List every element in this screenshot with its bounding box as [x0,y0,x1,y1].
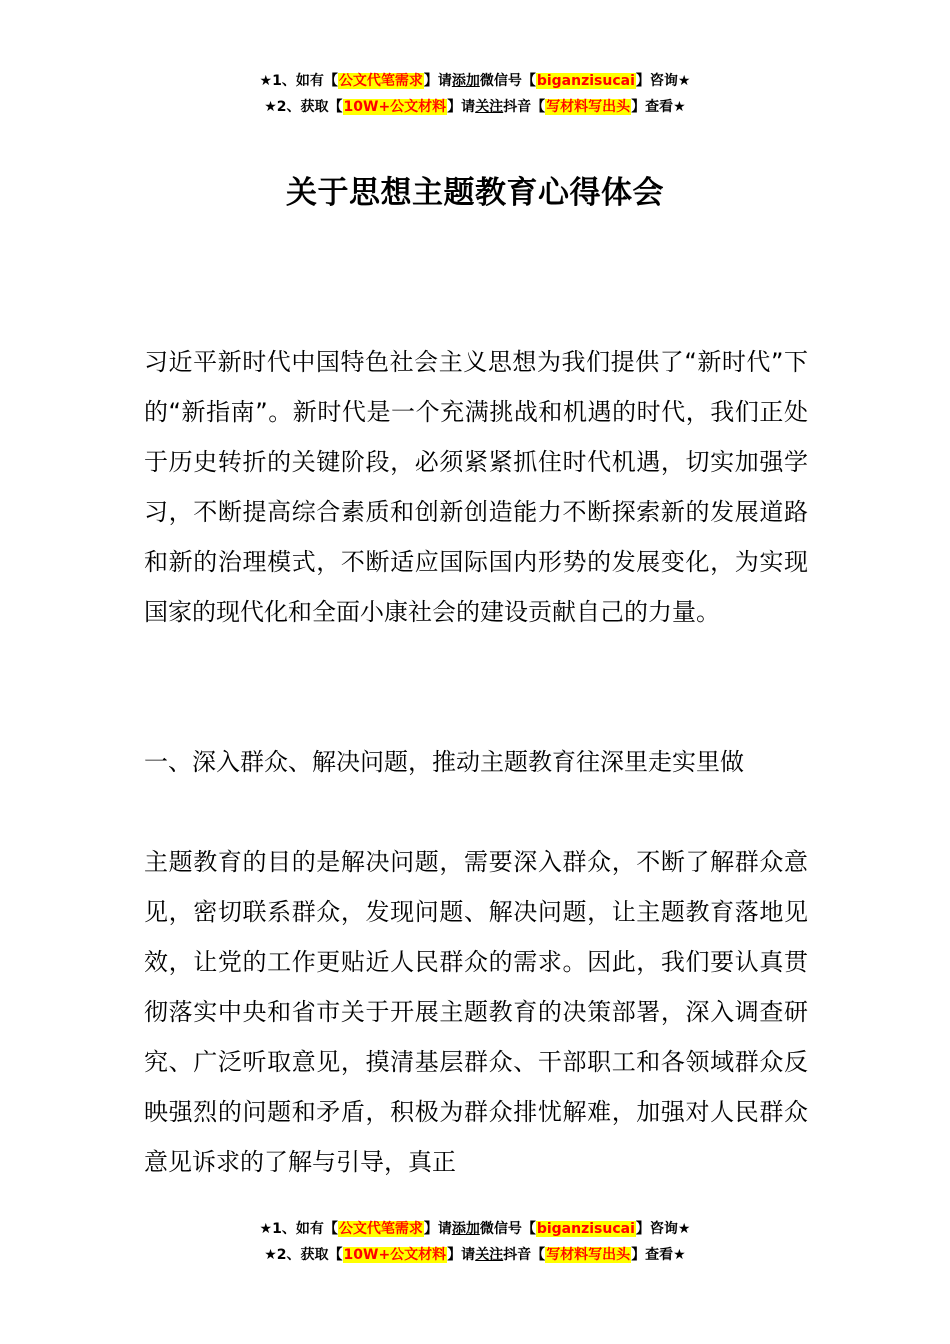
banner-text: 微信号【 [479,73,536,89]
banner-highlight-service: 公文代笔需求 [338,1221,423,1237]
banner-highlight-wechat: biganzisucai [536,73,635,89]
banner-emphasis: 添加 [451,1221,480,1237]
banner-text: 】咨询★ [635,73,691,89]
banner-line-2 [0,94,950,120]
banner-highlight-service: 公文代笔需求 [338,73,423,89]
banner-text: 抖音【 [503,1247,546,1263]
banner-text: ★1、如有【 [259,1221,338,1237]
body-paragraph-2: 主题教育的目的是解决问题，需要深入群众，不断了解群众意见，密切联系群众，发现问题、解决问题，让主题教育落地见效，让党的工作更贴近人民群众的需求。因此，我们要认真贯彻落实中央和省市关于开展主题教育的决策部署，深入调查研究、广泛听取意见，摸清基层群众、干部职工和各领域群众反映强烈的问题和矛盾，积极为群众排忧解难，加强对人民群众意见诉求的了解与引导，真正 [144,848,808,1176]
banner-text: ★2、获取【 [264,1247,343,1263]
banner-highlight-materials: 10W+公文材料 [343,1247,447,1263]
banner-text: 抖音【 [503,99,546,115]
banner-text: ★1、如有【 [259,73,338,89]
banner-emphasis: 添加 [451,73,480,89]
banner-text: 】查看★ [631,99,686,115]
banner-text: 】咨询★ [635,1221,691,1237]
section-heading-1: 一、深入群众、解决问题，推动主题教育往深里走实里做 [144,748,744,776]
banner-text: 】请 [423,73,452,89]
banner-emphasis: 关注 [475,99,504,115]
banner-text: 】请 [447,99,476,115]
banner-text: 微信号【 [479,1221,536,1237]
banner-text: 】请 [447,1247,476,1263]
banner-text: ★2、获取【 [264,99,343,115]
banner-highlight-materials: 10W+公文材料 [343,99,447,115]
banner-text: 】请 [423,1221,452,1237]
banner-line-2 [0,1242,950,1268]
banner-highlight-wechat: biganzisucai [536,1221,635,1237]
banner-line-1 [0,68,950,94]
banner-highlight-douyin: 写材料写出头 [546,1247,631,1263]
banner-line-1 [0,1216,950,1242]
banner-text: 】查看★ [631,1247,686,1263]
document-title: 关于思想主题教育心得体会 [286,174,664,211]
footer-banner [0,1216,950,1268]
banner-highlight-douyin: 写材料写出头 [546,99,631,115]
banner-emphasis: 关注 [475,1247,504,1263]
body-paragraph-1: 习近平新时代中国特色社会主义思想为我们提供了“新时代”下的“新指南”。新时代是一个充满挑战和机遇的时代，我们正处于历史转折的关键阶段，必须紧紧抓住时代机遇，切实加强学习，不断提高综合素质和创新创造能力不断探索新的发展道路和新的治理模式，不断适应国际国内形势的发展变化，为实现国家的现代化和全面小康社会的建设贡献自己的力量。 [144,348,808,626]
header-banner [0,68,950,120]
